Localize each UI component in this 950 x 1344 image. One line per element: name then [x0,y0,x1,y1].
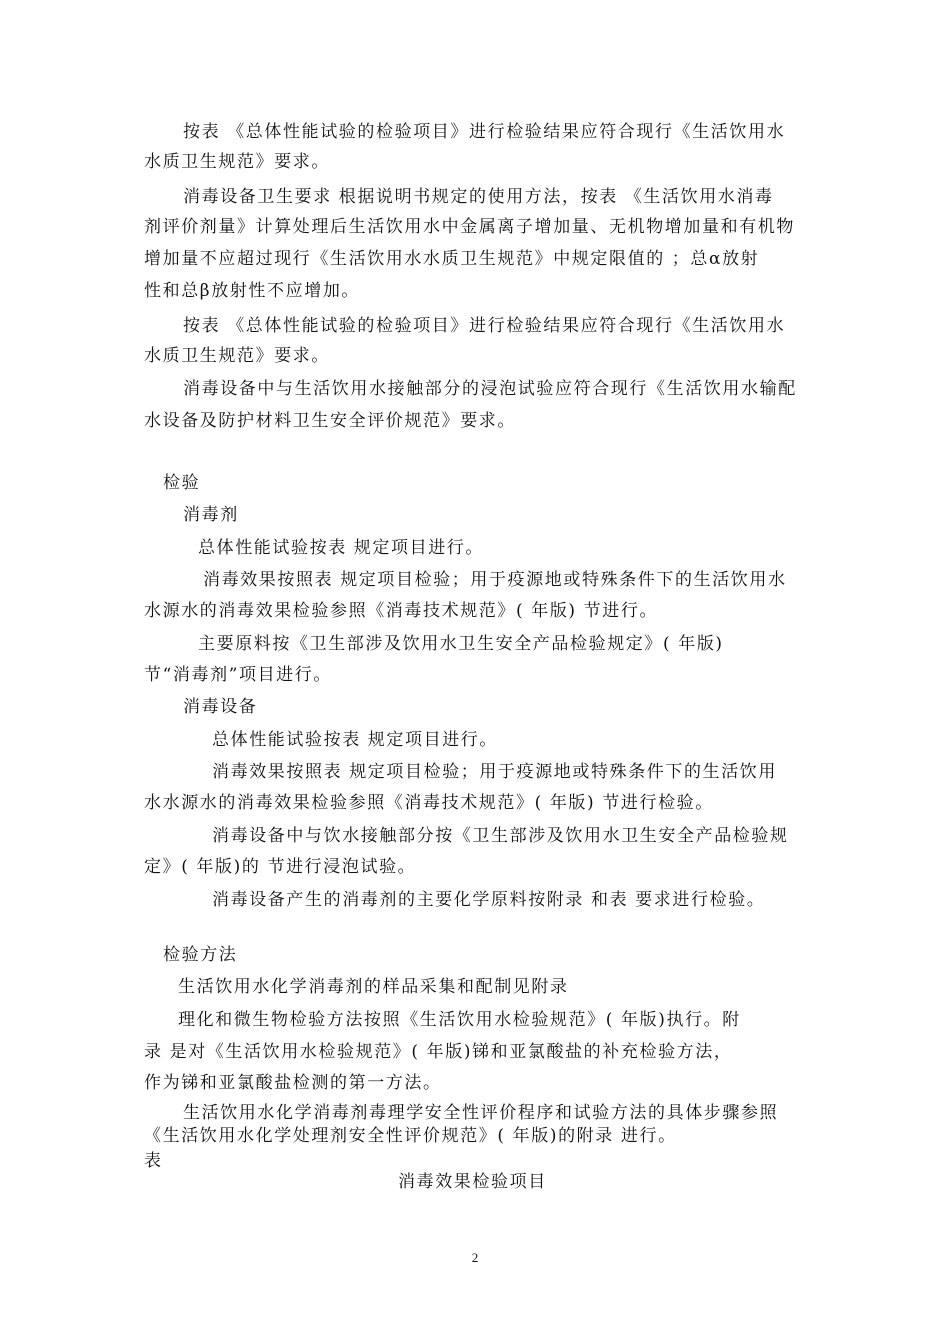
paragraph-line: 作为锑和亚氯酸盐检测的第一方法。 [144,1073,442,1093]
paragraph-line: 节“消毒剂”项目进行。 [144,665,332,685]
paragraph-line: 生活饮用水化学消毒剂的样品采集和配制见附录 [178,977,569,997]
section-heading: 检验方法 [163,945,238,965]
table-title: 消毒效果检验项目 [398,1172,547,1192]
paragraph-line: 定》( 年版)的 节进行浸泡试验。 [144,857,417,877]
paragraph-line: 增加量不应超过现行《生活饮用水水质卫生规范》中规定限值的 ；总α放射 [144,249,760,269]
paragraph-line: 消毒设备中与生活饮用水接触部分的浸泡试验应符合现行《生活饮用水输配 [183,379,797,399]
paragraph-line: 消毒设备卫生要求 根据说明书规定的使用方法，按表 《生活饮用水消毒 [183,187,774,207]
paragraph-line: 主要原料按《卫生部涉及饮用水卫生安全产品检验规定》( 年版) [198,634,724,654]
paragraph-line: 消毒设备中与饮水接触部分按《卫生部涉及饮用水卫生安全产品检验规 [212,826,789,846]
paragraph-line: 水源水的消毒效果检验参照《消毒技术规范》( 年版) 节进行。 [144,601,659,621]
section-heading: 检验 [163,473,201,493]
subsection-heading: 消毒设备 [183,697,258,717]
paragraph-line: 总体性能试验按表 规定项目进行。 [212,730,499,750]
paragraph-line: 《生活饮用水化学处理剂安全性评价规范》( 年版)的附录 进行。 [144,1126,677,1146]
paragraph-line: 消毒设备产生的消毒剂的主要化学原料按附录 和表 要求进行检验。 [212,890,766,910]
paragraph-line: 消毒效果按照表 规定项目检验；用于疫源地或特殊条件下的生活饮用水 [203,570,787,590]
paragraph-line: 按表 《总体性能试验的检验项目》进行检验结果应符合现行《生活饮用水 [183,122,786,142]
paragraph-line: 理化和微生物检验方法按照《生活饮用水检验规范》( 年版)执行。附 [178,1010,741,1030]
paragraph-line: 总体性能试验按表 规定项目进行。 [198,538,485,558]
paragraph-line: 性和总β放射性不应增加。 [144,281,361,301]
paragraph-line: 录 是对《生活饮用水检验规范》( 年版)锑和亚氯酸盐的补充检验方法， [144,1042,733,1062]
paragraph-line: 消毒效果按照表 规定项目检验；用于疫源地或特殊条件下的生活饮用 [212,762,778,782]
page-number: 2 [471,1250,479,1265]
paragraph-line: 水质卫生规范》要求。 [144,346,330,366]
paragraph-line: 水设备及防护材料卫生安全评价规范》要求。 [144,411,516,431]
paragraph-line: 水水源水的消毒效果检验参照《消毒技术规范》( 年版) 节进行检验。 [144,793,714,813]
paragraph-line: 生活饮用水化学消毒剂毒理学安全性评价程序和试验方法的具体步骤参照 [183,1103,779,1123]
subsection-heading: 消毒剂 [183,505,239,525]
paragraph-line: 水质卫生规范》要求。 [144,152,330,172]
paragraph-line: 剂评价剂量》计算处理后生活饮用水中金属离子增加量、无机物增加量和有机物 [144,217,795,237]
table-label: 表 [144,1151,163,1171]
paragraph-line: 按表 《总体性能试验的检验项目》进行检验结果应符合现行《生活饮用水 [183,316,786,336]
